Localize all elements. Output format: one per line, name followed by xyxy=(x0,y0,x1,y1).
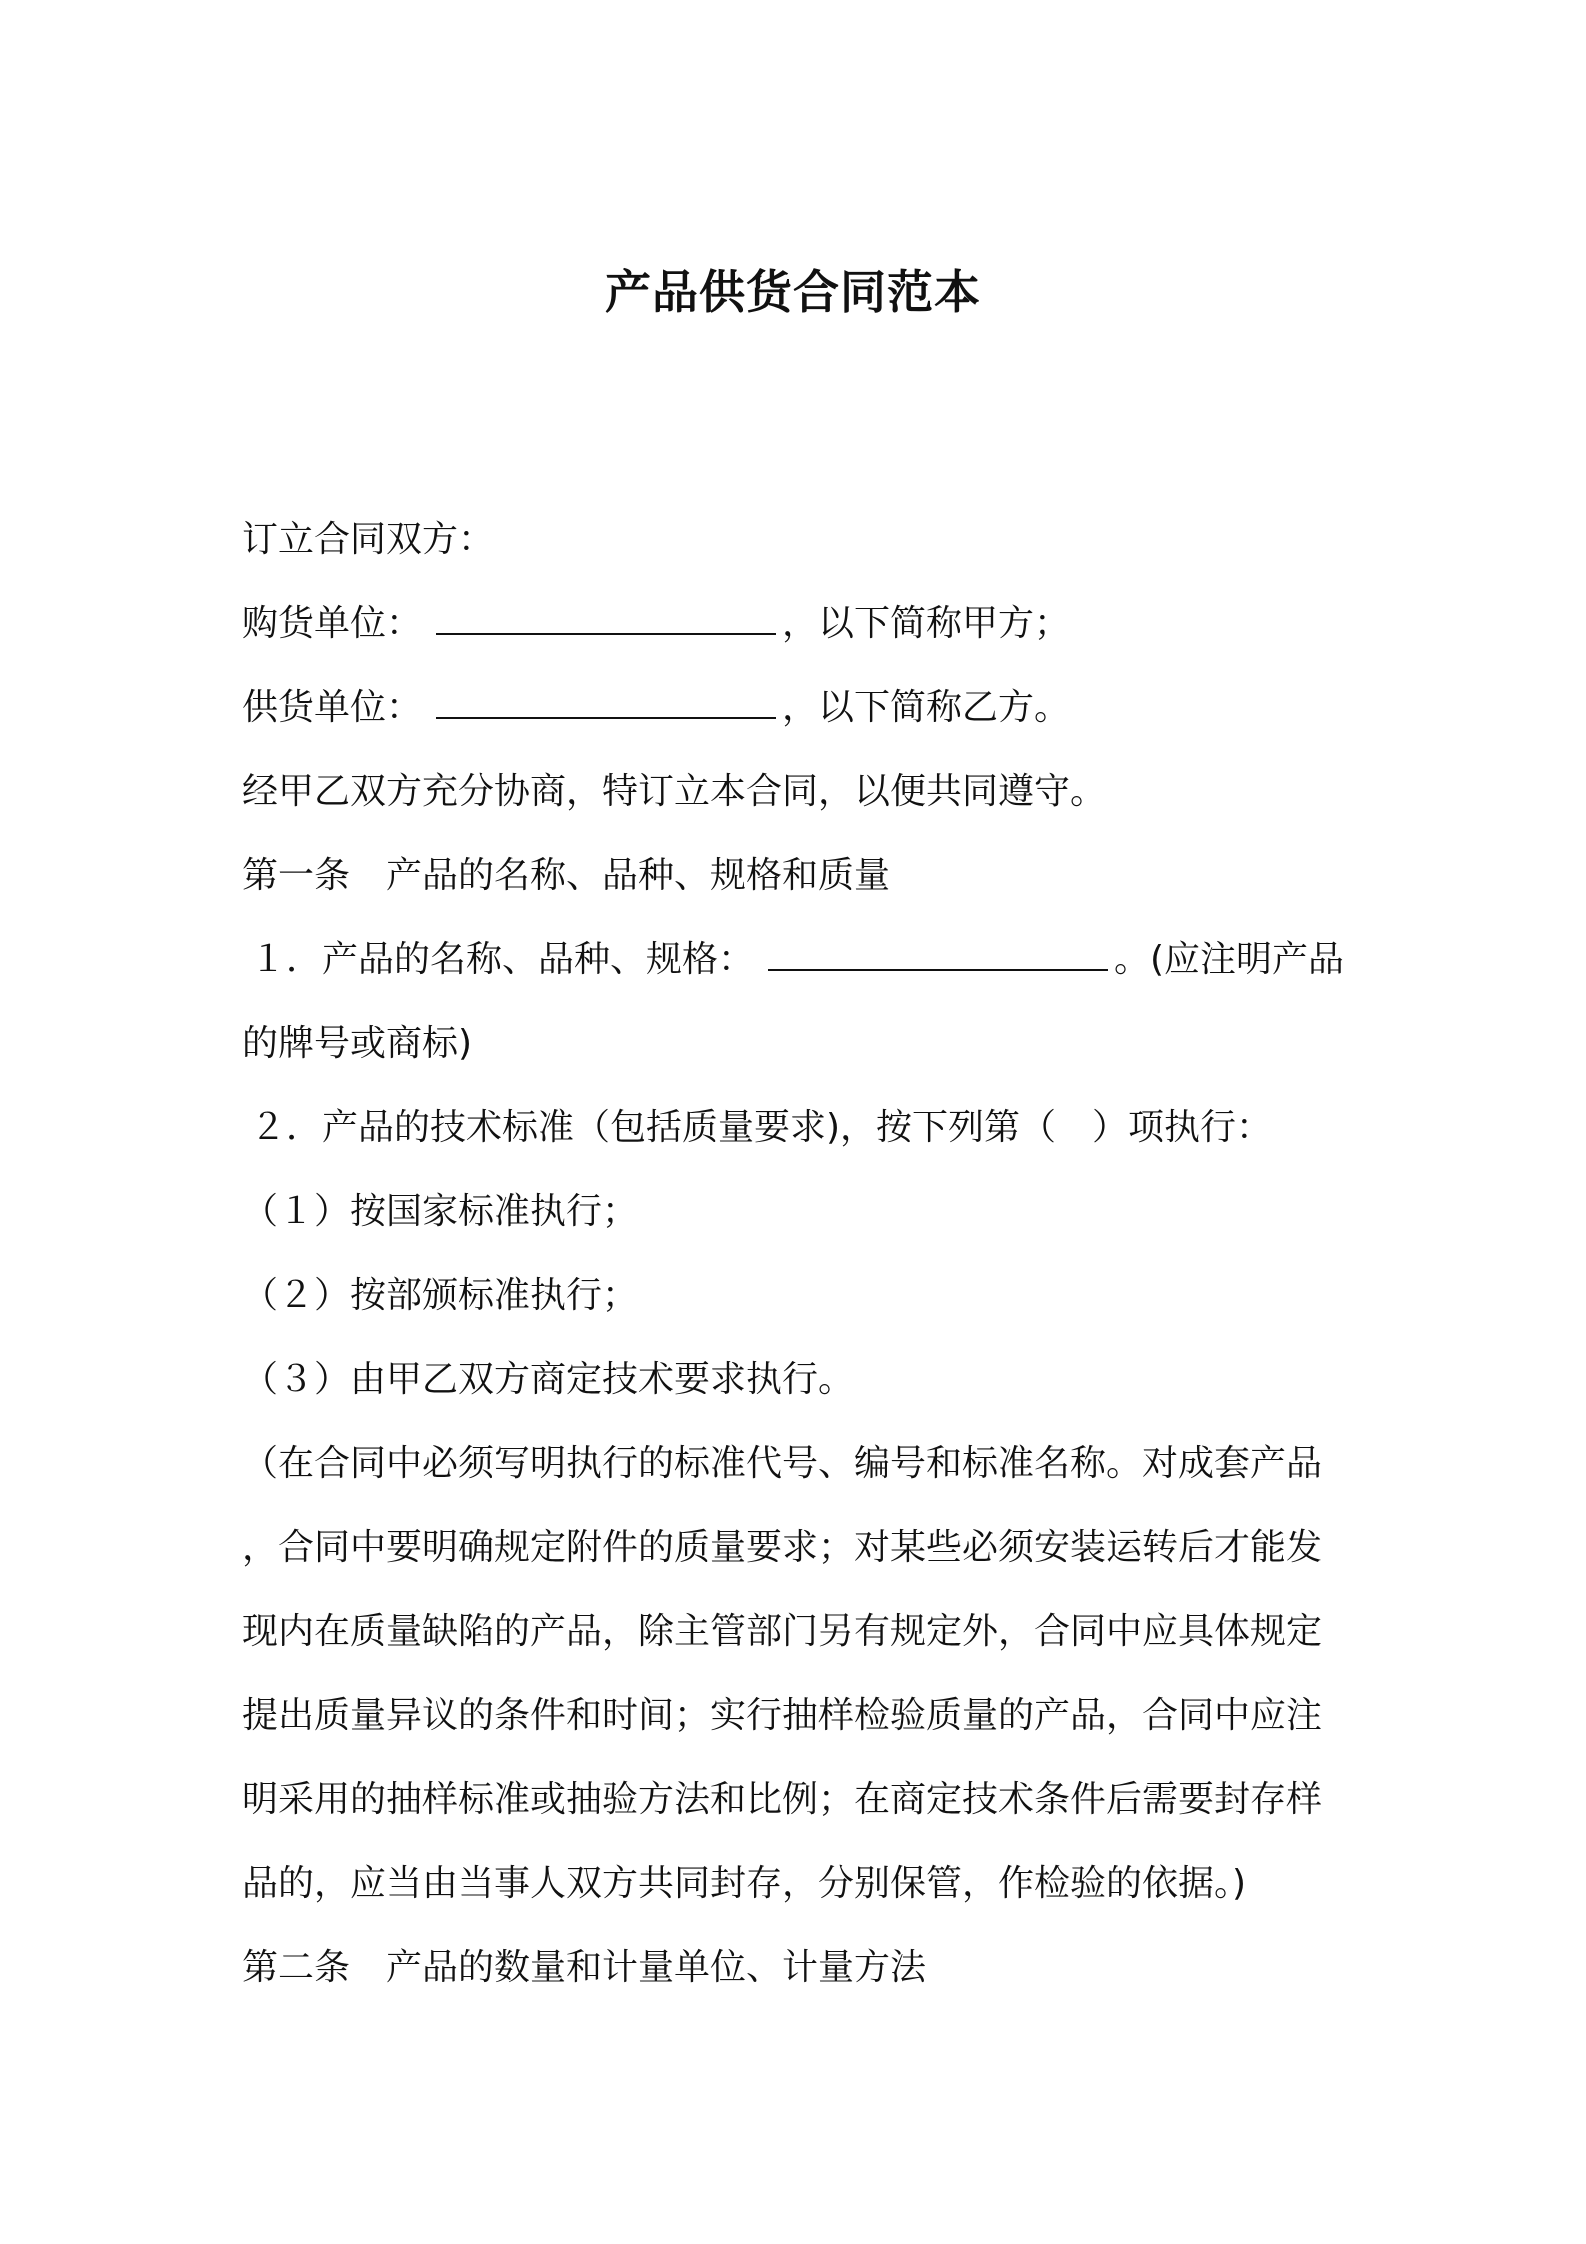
document-body xyxy=(242,498,1354,2010)
note-line: 品的，应当由当事人双方共同封存，分别保管，作检验的依据。) xyxy=(242,1863,1247,1904)
item-1-line xyxy=(242,918,1354,1002)
option-2: （２）按部颁标准执行； xyxy=(242,1275,639,1316)
item-1-prefix: １．产品的名称、品种、规格： xyxy=(250,939,755,980)
buyer-suffix: ，以下简称甲方； xyxy=(782,603,1071,644)
note-line: 现内在质量缺陷的产品，除主管部门另有规定外，合同中应具体规定 xyxy=(242,1611,1323,1652)
supplier-suffix: ，以下简称乙方。 xyxy=(782,687,1071,728)
item-2-line: ２．产品的技术标准（包括质量要求)，按下列第（ ）项执行： xyxy=(250,1107,1273,1148)
parties-heading: 订立合同双方： xyxy=(242,519,495,560)
item-1-suffix: 。(应注明产品 xyxy=(1114,939,1345,980)
article-2-title: 产品的数量和计量单位、计量方法 xyxy=(386,1947,927,1988)
note-line: （在合同中必须写明执行的标准代号、编号和标准名称。对成套产品 xyxy=(242,1443,1323,1484)
item-1-continuation: 的牌号或商标) xyxy=(242,1023,473,1064)
article-2-heading xyxy=(242,1926,1354,2010)
article-1-heading xyxy=(242,834,1354,918)
buyer-label: 购货单位： xyxy=(242,603,423,644)
article-2-number: 第二条 xyxy=(242,1947,351,1988)
product-spec-blank-field[interactable] xyxy=(768,939,1108,971)
option-1: （１）按国家标准执行； xyxy=(242,1191,639,1232)
supplier-blank-field[interactable] xyxy=(436,687,776,719)
supplier-label: 供货单位： xyxy=(242,687,423,728)
note-line: 提出质量异议的条件和时间；实行抽样检验质量的产品，合同中应注 xyxy=(242,1695,1323,1736)
note-line: 明采用的抽样标准或抽验方法和比例；在商定技术条件后需要封存样 xyxy=(242,1779,1323,1820)
buyer-blank-field[interactable] xyxy=(436,603,776,635)
agreement-text: 经甲乙双方充分协商，特订立本合同，以便共同遵守。 xyxy=(242,771,1107,812)
option-3: （３）由甲乙双方商定技术要求执行。 xyxy=(242,1359,855,1400)
article-1-number: 第一条 xyxy=(242,855,351,896)
supplier-line xyxy=(242,666,1354,750)
article-1-title: 产品的名称、品种、规格和质量 xyxy=(386,855,891,896)
note-line: ，合同中要明确规定附件的质量要求；对某些必须安装运转后才能发 xyxy=(242,1527,1323,1568)
buyer-line xyxy=(242,582,1354,666)
document-title: 产品供货合同范本 xyxy=(605,265,981,319)
